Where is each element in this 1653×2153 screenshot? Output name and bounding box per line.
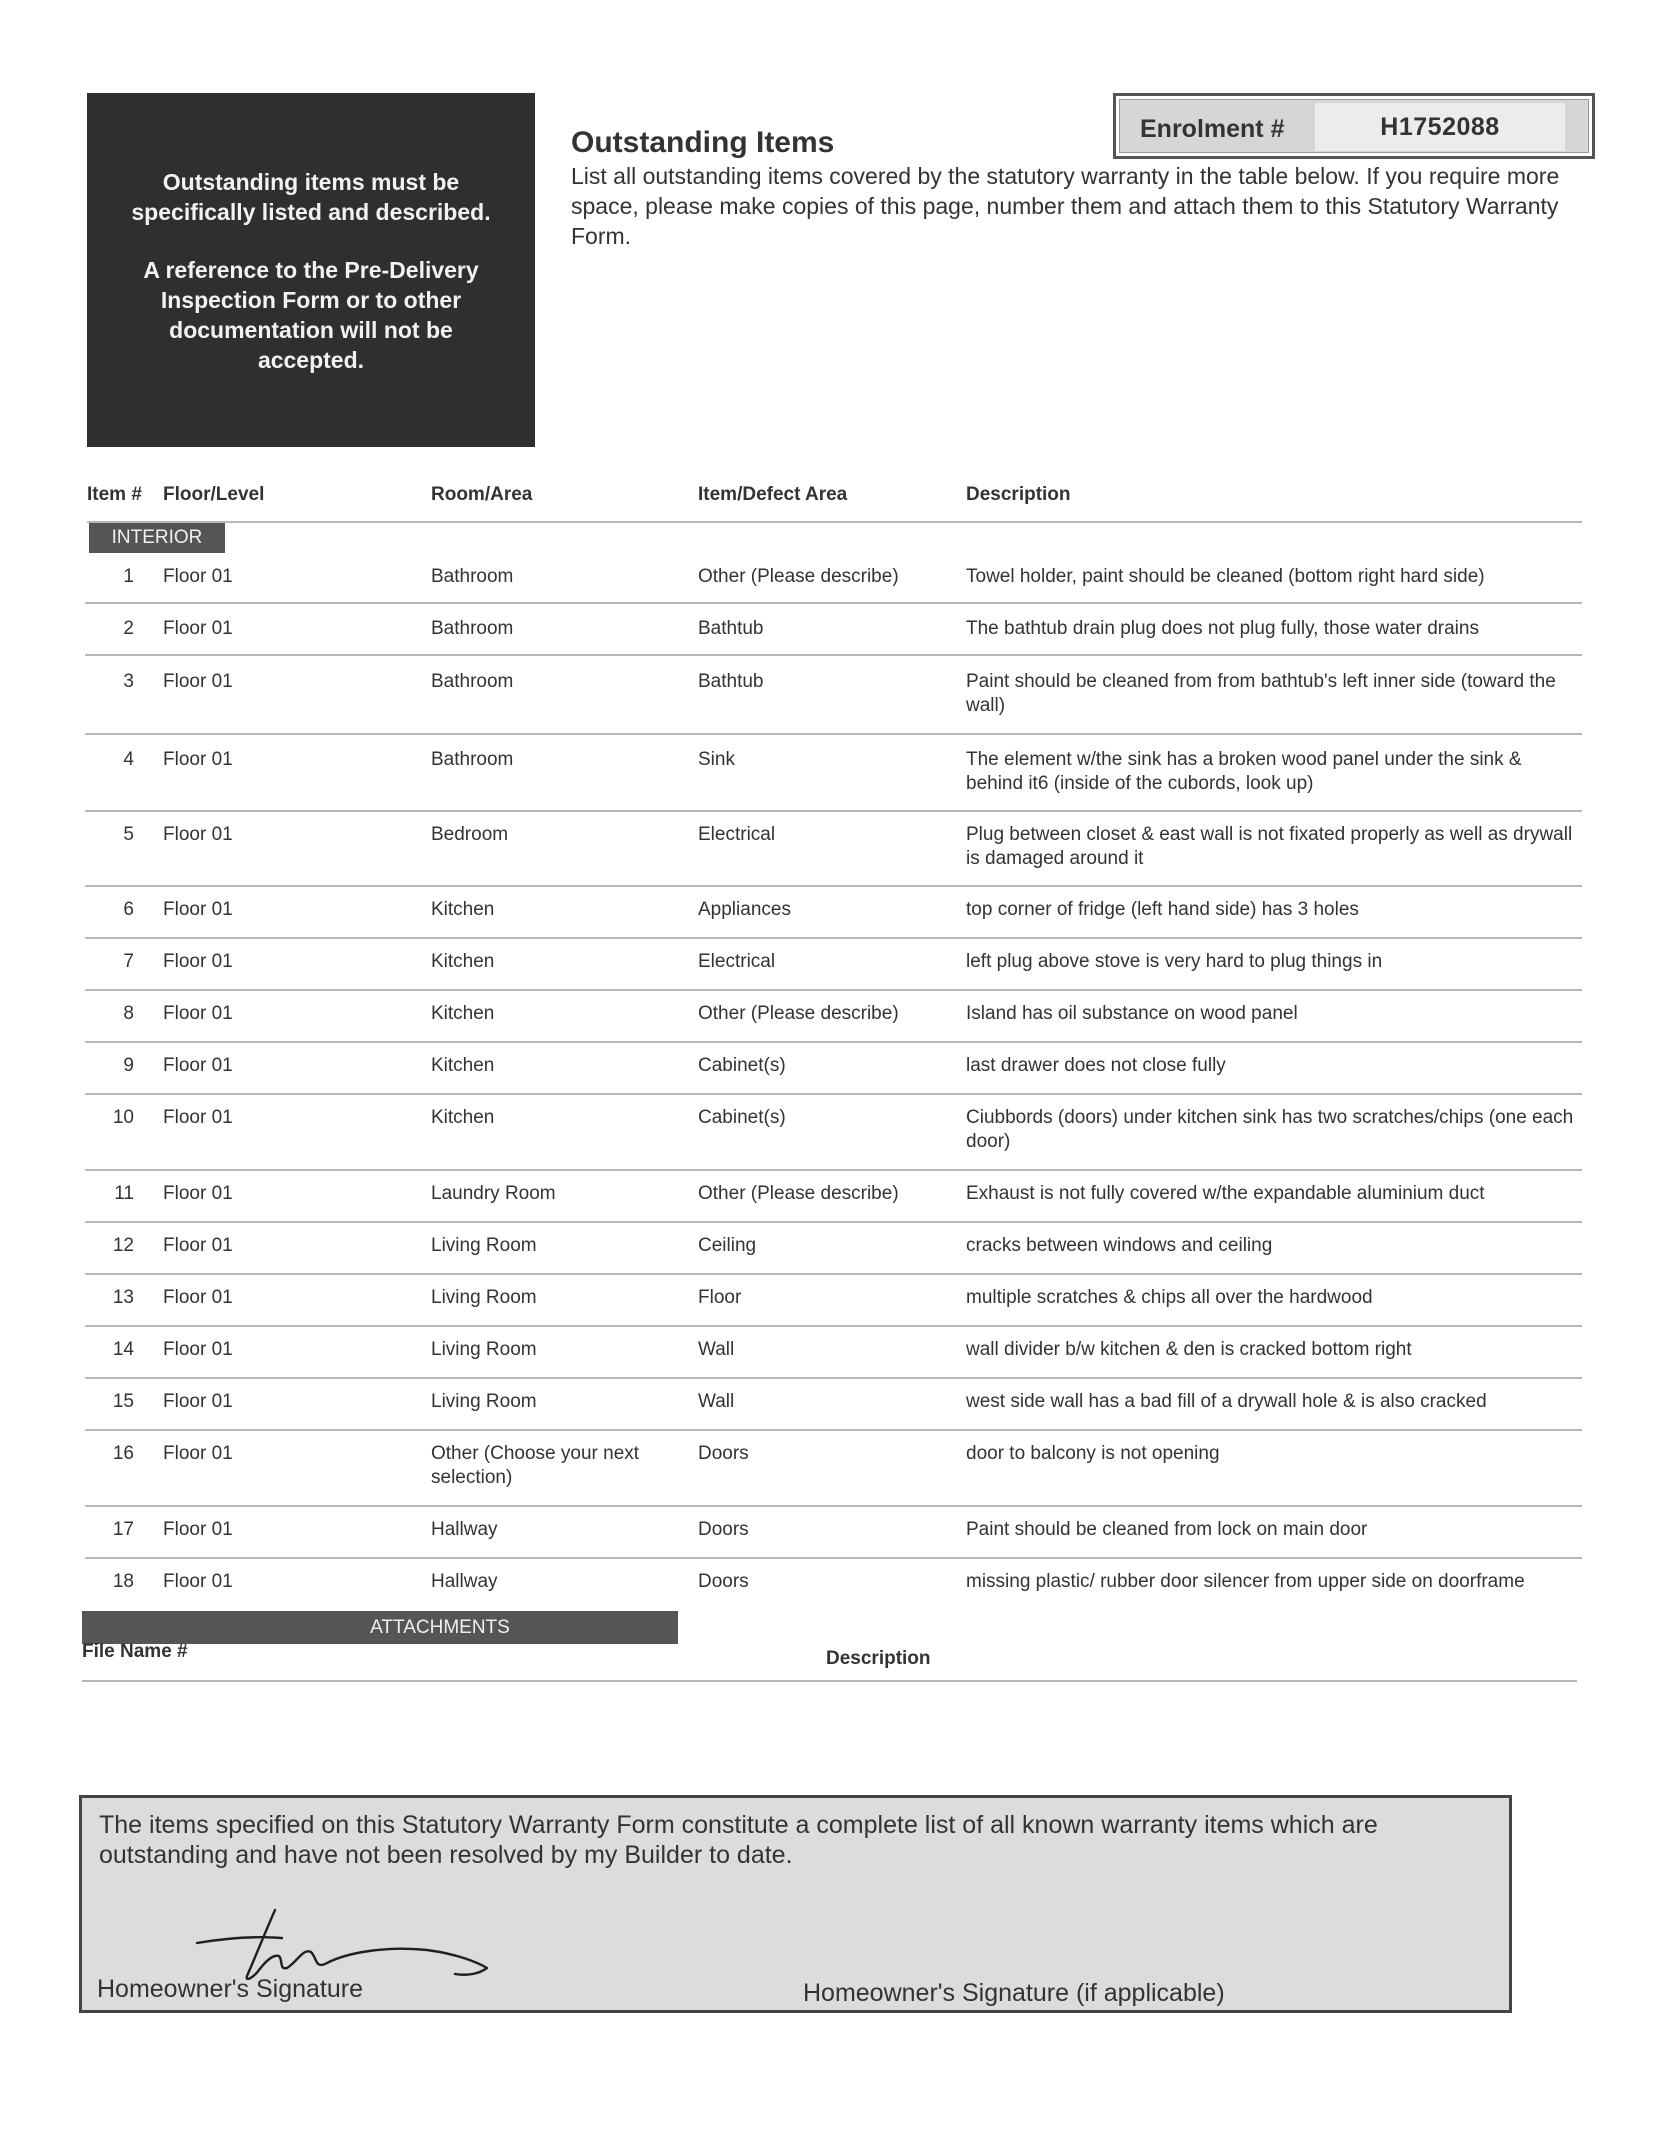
row-floor: Floor 01 (163, 1183, 233, 1204)
row-divider (85, 1041, 1582, 1043)
row-defect-area: Electrical (698, 951, 776, 972)
notice-line-2: A reference to the Pre-Delivery Inspection Form or to other documentation will not be accepted. (143, 257, 479, 373)
row-floor: Floor 01 (163, 899, 233, 920)
enrolment-number: H1752088 (1315, 103, 1565, 151)
row-description: wall divider b/w kitchen & den is cracked bottom right (966, 1339, 1412, 1360)
row-floor: Floor 01 (163, 1287, 233, 1308)
row-description: Ciubbords (doors) under kitchen sink has two scratches/chips (one each door) (966, 1107, 1574, 1152)
row-divider (85, 885, 1582, 887)
row-divider (85, 1377, 1582, 1379)
row-floor: Floor 01 (163, 749, 233, 770)
row-description: west side wall has a bad fill of a drywall hole & is also cracked (966, 1391, 1487, 1412)
row-description: cracks between windows and ceiling (966, 1235, 1273, 1256)
row-description: Exhaust is not fully covered w/the expandable aluminium duct (966, 1183, 1485, 1204)
row-room: Bedroom (431, 824, 509, 845)
row-room: Bathroom (431, 671, 514, 692)
row-item-number: 10 (112, 1107, 134, 1128)
row-room: Living Room (431, 1235, 537, 1256)
row-item-number: 2 (123, 618, 134, 639)
declaration-text: The items specified on this Statutory Warranty Form constitute a complete list of all known warranty items which are outstanding and have not been resolved by my Builder to date. (99, 1811, 1378, 1869)
row-defect-area: Cabinet(s) (698, 1055, 786, 1076)
row-item-number: 8 (123, 1003, 134, 1024)
row-room: Kitchen (431, 1107, 495, 1128)
row-floor: Floor 01 (163, 1003, 233, 1024)
row-defect-area: Electrical (698, 824, 776, 845)
row-item-number: 6 (123, 899, 134, 920)
row-description: The element w/the sink has a broken wood panel under the sink & behind it6 (inside of the cubords, look up) (966, 749, 1522, 794)
row-defect-area: Other (Please describe) (698, 1183, 899, 1204)
row-room: Laundry Room (431, 1183, 556, 1204)
row-description: Paint should be cleaned from from bathtub's left inner side (toward the wall) (966, 671, 1556, 716)
row-description: Plug between closet & east wall is not fixated properly as well as drywall is damaged around it (966, 824, 1573, 869)
row-item-number: 1 (123, 566, 134, 587)
row-defect-area: Doors (698, 1519, 749, 1540)
row-room: Living Room (431, 1287, 537, 1308)
page-title: Outstanding Items (571, 126, 835, 159)
homeowner-signature-2-label: Homeowner's Signature (if applicable) (803, 1979, 1225, 2007)
row-divider (85, 602, 1582, 604)
col-header-floor: Floor/Level (163, 484, 265, 505)
row-description: multiple scratches & chips all over the hardwood (966, 1287, 1373, 1308)
row-room: Kitchen (431, 951, 495, 972)
row-item-number: 4 (123, 749, 134, 770)
row-defect-area: Bathtub (698, 671, 764, 692)
row-divider (85, 810, 1582, 812)
row-room: Other (Choose your next selection) (431, 1443, 640, 1488)
row-room: Kitchen (431, 1055, 495, 1076)
row-divider (85, 1325, 1582, 1327)
row-floor: Floor 01 (163, 1235, 233, 1256)
col-header-defect: Item/Defect Area (698, 484, 848, 505)
row-divider (85, 1429, 1582, 1431)
row-defect-area: Appliances (698, 899, 791, 920)
section-interior: INTERIOR (89, 523, 225, 553)
row-defect-area: Sink (698, 749, 735, 770)
row-item-number: 12 (112, 1235, 134, 1256)
row-room: Bathroom (431, 618, 514, 639)
row-divider (85, 1221, 1582, 1223)
notice-line-1: Outstanding items must be specifically listed and described. (131, 169, 491, 225)
row-room: Hallway (431, 1571, 498, 1592)
row-room: Living Room (431, 1339, 537, 1360)
row-defect-area: Other (Please describe) (698, 566, 899, 587)
row-defect-area: Floor (698, 1287, 742, 1308)
row-description: Towel holder, paint should be cleaned (bottom right hard side) (966, 566, 1485, 587)
enrolment-box (1113, 93, 1595, 159)
enrolment-inner (1119, 99, 1589, 153)
row-description: Island has oil substance on wood panel (966, 1003, 1298, 1024)
row-description: last drawer does not close fully (966, 1055, 1226, 1076)
col-header-description: Description (966, 484, 1071, 505)
row-item-number: 18 (112, 1571, 134, 1592)
row-room: Living Room (431, 1391, 537, 1412)
col-header-item: Item # (87, 484, 142, 505)
row-item-number: 17 (112, 1519, 134, 1540)
row-divider (85, 1505, 1582, 1507)
row-divider (85, 654, 1582, 656)
row-item-number: 3 (123, 671, 134, 692)
col-header-room: Room/Area (431, 484, 533, 505)
row-description: missing plastic/ rubber door silencer from upper side on doorframe (966, 1571, 1525, 1592)
attachments-description-header: Description (826, 1648, 931, 1669)
row-floor: Floor 01 (163, 671, 233, 692)
row-room: Kitchen (431, 1003, 495, 1024)
homeowner-signature-label: Homeowner's Signature (97, 1975, 364, 2003)
intro-text: List all outstanding items covered by the statutory warranty in the table below. If you require more space, please make copies of this page, number them and attach them to this Statutory Warranty Form. (571, 163, 1560, 249)
row-floor: Floor 01 (163, 1443, 233, 1464)
row-divider (85, 989, 1582, 991)
row-defect-area: Bathtub (698, 618, 764, 639)
row-divider (85, 937, 1582, 939)
row-divider (85, 1093, 1582, 1095)
row-defect-area: Wall (698, 1339, 735, 1360)
row-floor: Floor 01 (163, 1339, 233, 1360)
row-defect-area: Other (Please describe) (698, 1003, 899, 1024)
row-floor: Floor 01 (163, 566, 233, 587)
row-floor: Floor 01 (163, 1107, 233, 1128)
row-defect-area: Wall (698, 1391, 735, 1412)
row-defect-area: Doors (698, 1571, 749, 1592)
row-description: door to balcony is not opening (966, 1443, 1220, 1464)
row-floor: Floor 01 (163, 824, 233, 845)
row-description: left plug above stove is very hard to plug things in (966, 951, 1383, 972)
row-divider (85, 1557, 1582, 1559)
row-room: Bathroom (431, 749, 514, 770)
row-room: Bathroom (431, 566, 514, 587)
row-item-number: 14 (112, 1339, 134, 1360)
row-description: Paint should be cleaned from lock on main door (966, 1519, 1368, 1540)
row-divider (85, 1273, 1582, 1275)
row-defect-area: Doors (698, 1443, 749, 1464)
row-floor: Floor 01 (163, 1519, 233, 1540)
row-item-number: 16 (112, 1443, 134, 1464)
row-floor: Floor 01 (163, 1055, 233, 1076)
row-description: The bathtub drain plug does not plug fully, those water drains (966, 618, 1479, 639)
row-defect-area: Cabinet(s) (698, 1107, 786, 1128)
row-floor: Floor 01 (163, 1571, 233, 1592)
row-item-number: 7 (123, 951, 134, 972)
section-attachments: ATTACHMENTS (82, 1611, 678, 1644)
row-item-number: 15 (112, 1391, 134, 1412)
row-floor: Floor 01 (163, 1391, 233, 1412)
row-room: Kitchen (431, 899, 495, 920)
row-defect-area: Ceiling (698, 1235, 757, 1256)
row-floor: Floor 01 (163, 951, 233, 972)
declaration-box (79, 1795, 1512, 2013)
row-floor: Floor 01 (163, 618, 233, 639)
header-divider (87, 521, 1582, 523)
attachments-divider (82, 1680, 1577, 1682)
notice-box (87, 93, 535, 447)
row-divider (85, 733, 1582, 735)
row-item-number: 9 (123, 1055, 134, 1076)
row-description: top corner of fridge (left hand side) has 3 holes (966, 899, 1359, 920)
row-room: Hallway (431, 1519, 498, 1540)
row-item-number: 13 (112, 1287, 134, 1308)
row-item-number: 5 (123, 824, 134, 845)
enrolment-label: Enrolment # (1140, 115, 1285, 143)
row-item-number: 11 (114, 1183, 134, 1204)
row-divider (85, 1169, 1582, 1171)
attachments-file-name-header: File Name # (82, 1641, 188, 1662)
